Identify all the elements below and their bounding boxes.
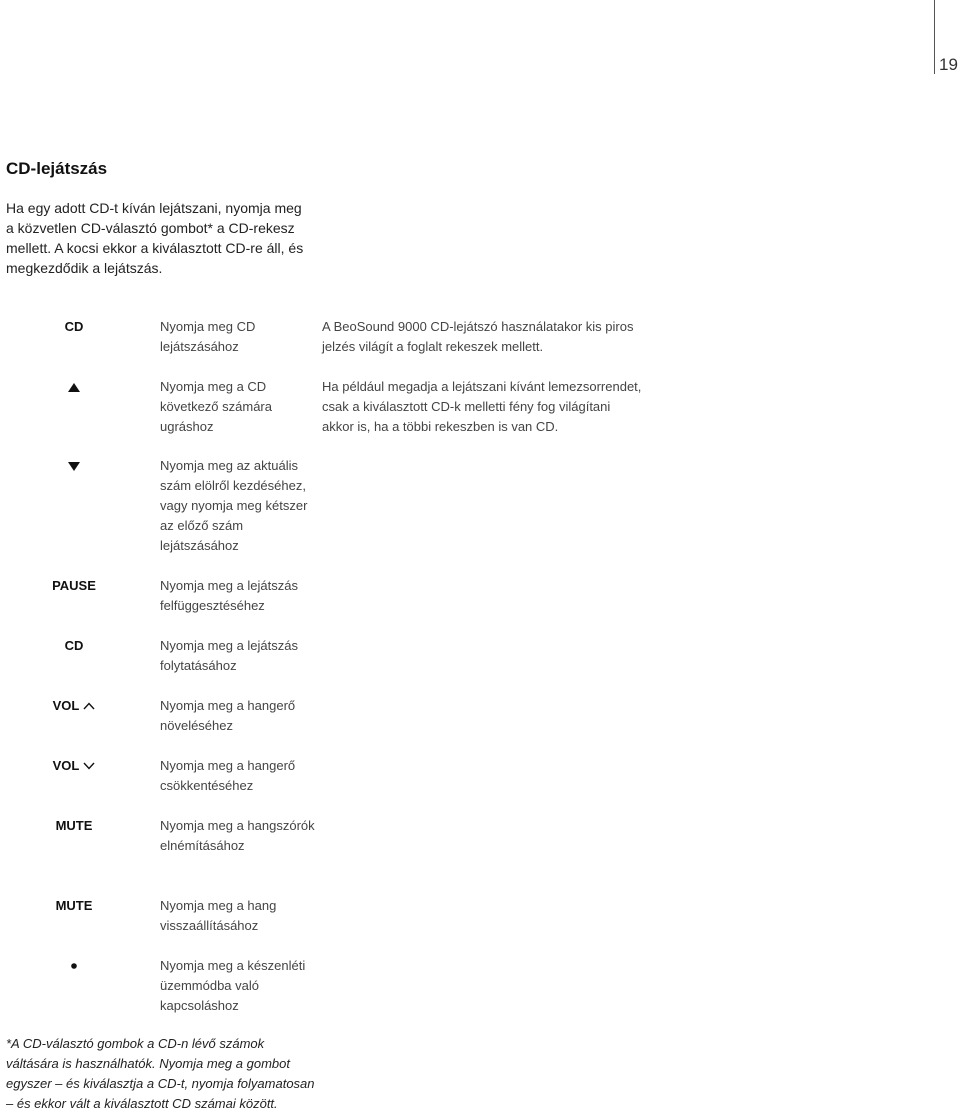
key-label-cd: CD [64, 319, 84, 334]
key-label-vol: VOL [52, 698, 80, 713]
side-note: A BeoSound 9000 CD-lejátszó használatakor kis piros jelzés világít a foglalt rekeszek mellett. [322, 319, 634, 354]
instruction-text: Nyomja meg CD lejátszásához [160, 319, 256, 354]
instruction-text: Nyomja meg az aktuális szám elölről kezdéséhez, vagy nyomja meg kétszer az előző szám lejátszásához [160, 458, 308, 553]
instruction-text: Nyomja meg a hang visszaállításához [160, 898, 277, 933]
chevron-down-icon [83, 762, 95, 770]
page-number: 19 [939, 55, 958, 74]
key-label-mute: MUTE [55, 898, 93, 913]
key-label-cd: CD [64, 638, 84, 653]
key-label-vol: VOL [52, 758, 80, 773]
intro-paragraph: Ha egy adott CD-t kíván lejátszani, nyomja meg a közvetlen CD-választó gombot* a CD-rekesz mellett. A kocsi ekkor a kiválasztott CD-re áll, és megkezdődik a lejátszás. [6, 200, 304, 276]
instruction-text: Nyomja meg a hangszórók elnémításához [160, 818, 315, 853]
standby-dot-icon [71, 963, 77, 969]
instruction-text: Nyomja meg a lejátszás felfüggesztéséhez [160, 578, 298, 613]
page-edge-rule [934, 0, 935, 74]
section-title: CD-lejátszás [6, 159, 108, 178]
chevron-up-icon [83, 702, 95, 710]
key-label-pause: PAUSE [52, 578, 96, 593]
instruction-text: Nyomja meg a hangerő növeléséhez [160, 698, 296, 733]
footnote: *A CD-választó gombok a CD-n lévő számok váltására is használhatók. Nyomja meg a gombot egyszer – és kiválasztja a CD-t, nyomja folyamatosan – és ekkor vált a kiválasztott CD számai között. [6, 1036, 315, 1111]
instruction-text: Nyomja meg a CD következő számára ugráshoz [160, 379, 272, 434]
key-label-mute: MUTE [55, 818, 93, 833]
instruction-text: Nyomja meg a lejátszás folytatásához [160, 638, 298, 673]
triangle-up-icon [68, 383, 80, 392]
instruction-text: Nyomja meg a készenléti üzemmódba való kapcsoláshoz [160, 958, 306, 1013]
side-note: Ha például megadja a lejátszani kívánt lemezsorrendet, csak a kiválasztott CD-k melletti fény fog világítani akkor is, ha a többi rekeszben is van CD. [322, 379, 642, 434]
instruction-text: Nyomja meg a hangerő csökkentéséhez [160, 758, 296, 793]
triangle-down-icon [68, 462, 80, 471]
